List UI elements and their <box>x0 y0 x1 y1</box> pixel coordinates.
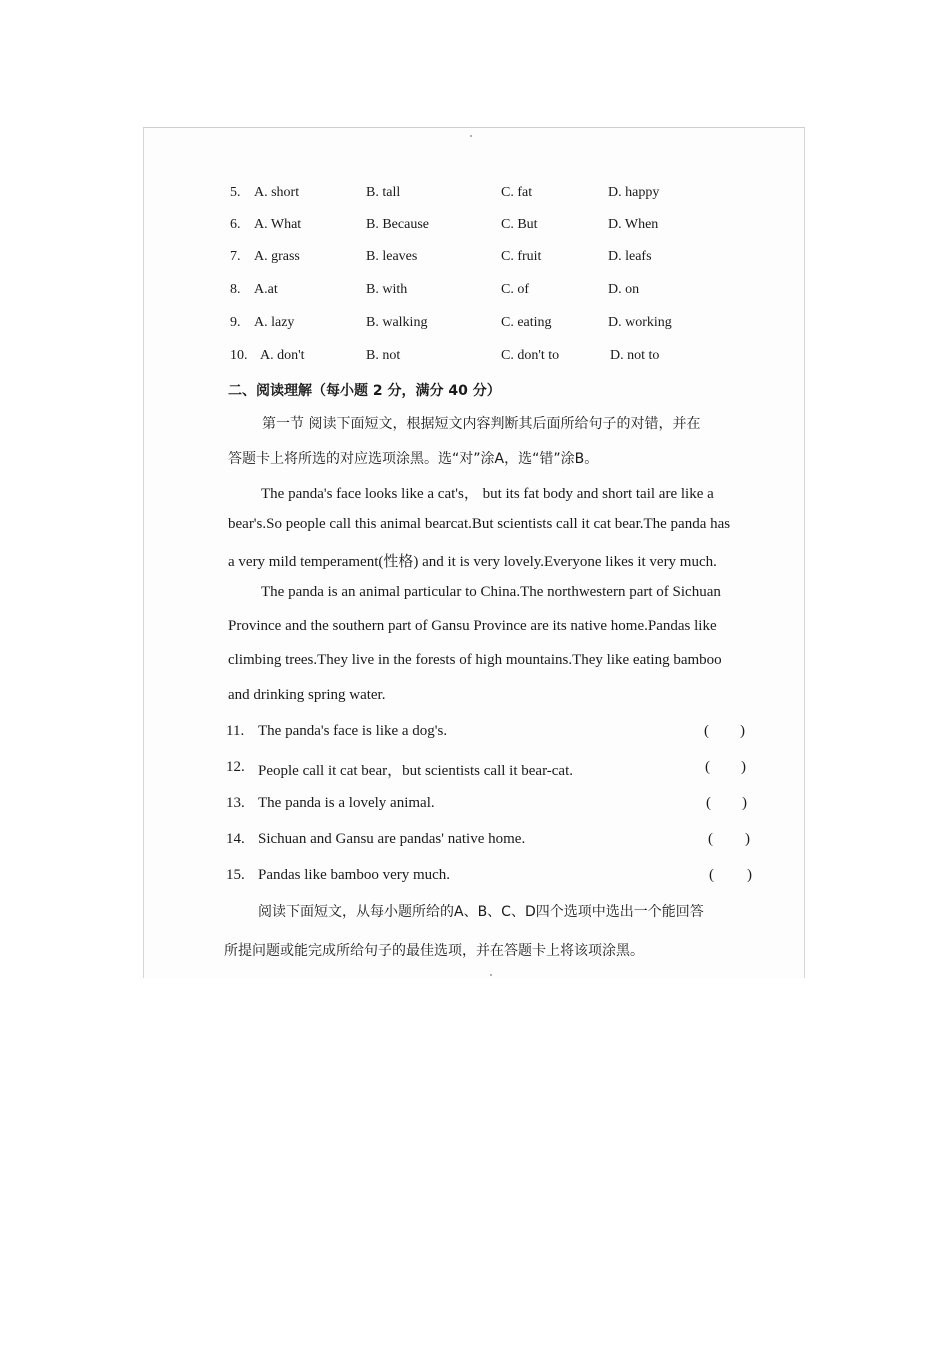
answer-paren-open: ( <box>704 723 709 739</box>
option-d: D. not to <box>610 348 660 363</box>
option-row <box>144 348 804 370</box>
question-row <box>144 759 804 781</box>
passage-line: The panda is an animal particular to China.The northwestern part of Sichuan <box>261 584 721 600</box>
passage-line: Province and the southern part of Gansu Province are its native home.Pandas like <box>228 618 717 634</box>
question-row <box>144 795 804 817</box>
scan-speck <box>490 974 492 976</box>
answer-paren-close: ) <box>747 867 752 883</box>
part1-instruction-line1: 第一节 阅读下面短文，根据短文内容判断其后面所给句子的对错，并在 <box>262 416 701 432</box>
option-d: D. When <box>608 217 659 232</box>
option-d: D. on <box>608 282 640 297</box>
option-d: D. working <box>608 315 672 330</box>
option-b: B. Because <box>366 217 429 232</box>
option-row <box>144 249 804 271</box>
option-row <box>144 315 804 337</box>
answer-paren-open: ( <box>709 867 714 883</box>
option-b: B. tall <box>366 185 401 200</box>
scanned-exam-page <box>143 127 805 978</box>
option-number: 8. <box>230 282 241 297</box>
option-c: C. of <box>501 282 529 297</box>
option-a: A. short <box>254 185 300 200</box>
option-number: 5. <box>230 185 241 200</box>
part1-instruction-line2: 答题卡上将所选的对应选项涂黑。选“对”涂A，选“错”涂B。 <box>228 451 599 467</box>
question-row <box>144 723 804 745</box>
option-row <box>144 282 804 304</box>
answer-paren-open: ( <box>705 759 710 775</box>
passage-line: a very mild temperament(性格) and it is very lovely.Everyone likes it very much. <box>228 554 717 570</box>
question-text: The panda is a lovely animal. <box>258 795 435 811</box>
option-number: 6. <box>230 217 241 232</box>
option-c: C. eating <box>501 315 552 330</box>
option-c: C. fat <box>501 185 533 200</box>
question-number: 15. <box>226 867 245 883</box>
scan-speck <box>470 135 472 137</box>
option-a: A. grass <box>254 249 300 264</box>
passage-line: bear's.So people call this animal bearcat.But scientists call it cat bear.The panda has <box>228 516 731 532</box>
answer-paren-close: ) <box>745 831 750 847</box>
answer-paren-close: ) <box>740 723 745 739</box>
question-text: Sichuan and Gansu are pandas' native home. <box>258 831 526 847</box>
option-d: D. leafs <box>608 249 652 264</box>
question-row <box>144 867 804 889</box>
option-c: C. don't to <box>501 348 560 363</box>
option-b: B. walking <box>366 315 428 330</box>
option-a: A. What <box>254 217 302 232</box>
option-c: C. fruit <box>501 249 542 264</box>
option-number: 7. <box>230 249 241 264</box>
question-row <box>144 831 804 853</box>
option-d: D. happy <box>608 185 660 200</box>
passage-line: The panda's face looks like a cat's， but its fat body and short tail are like a <box>261 486 714 502</box>
answer-paren-close: ) <box>742 795 747 811</box>
question-number: 11. <box>226 723 245 739</box>
option-a: A. don't <box>260 348 305 363</box>
option-b: B. leaves <box>366 249 418 264</box>
passage-line: climbing trees.They live in the forests of high mountains.They like eating bamboo <box>228 652 722 668</box>
part2-instruction-line2: 所提问题或能完成所给句子的最佳选项，并在答题卡上将该项涂黑。 <box>224 943 644 959</box>
question-text: Pandas like bamboo very much. <box>258 867 451 883</box>
passage-line: and drinking spring water. <box>228 687 386 703</box>
option-row <box>144 217 804 239</box>
option-number: 9. <box>230 315 241 330</box>
question-number: 14. <box>226 831 245 847</box>
answer-paren-close: ) <box>741 759 746 775</box>
question-text: The panda's face is like a dog's. <box>258 723 448 739</box>
option-a: A.at <box>254 282 278 297</box>
question-text: People call it cat bear，but scientists call it bear-cat. <box>258 763 573 779</box>
option-row <box>144 185 804 207</box>
answer-paren-open: ( <box>708 831 713 847</box>
option-b: B. with <box>366 282 408 297</box>
section-title: 二、阅读理解（每小题 2 分，满分 40 分） <box>228 383 501 399</box>
option-b: B. not <box>366 348 401 363</box>
option-number: 10. <box>230 348 248 363</box>
question-number: 12. <box>226 759 245 775</box>
part2-instruction-line1: 阅读下面短文，从每小题所给的A、B、C、D四个选项中选出一个能回答 <box>258 904 704 920</box>
question-number: 13. <box>226 795 245 811</box>
option-c: C. But <box>501 217 538 232</box>
option-a: A. lazy <box>254 315 295 330</box>
answer-paren-open: ( <box>706 795 711 811</box>
